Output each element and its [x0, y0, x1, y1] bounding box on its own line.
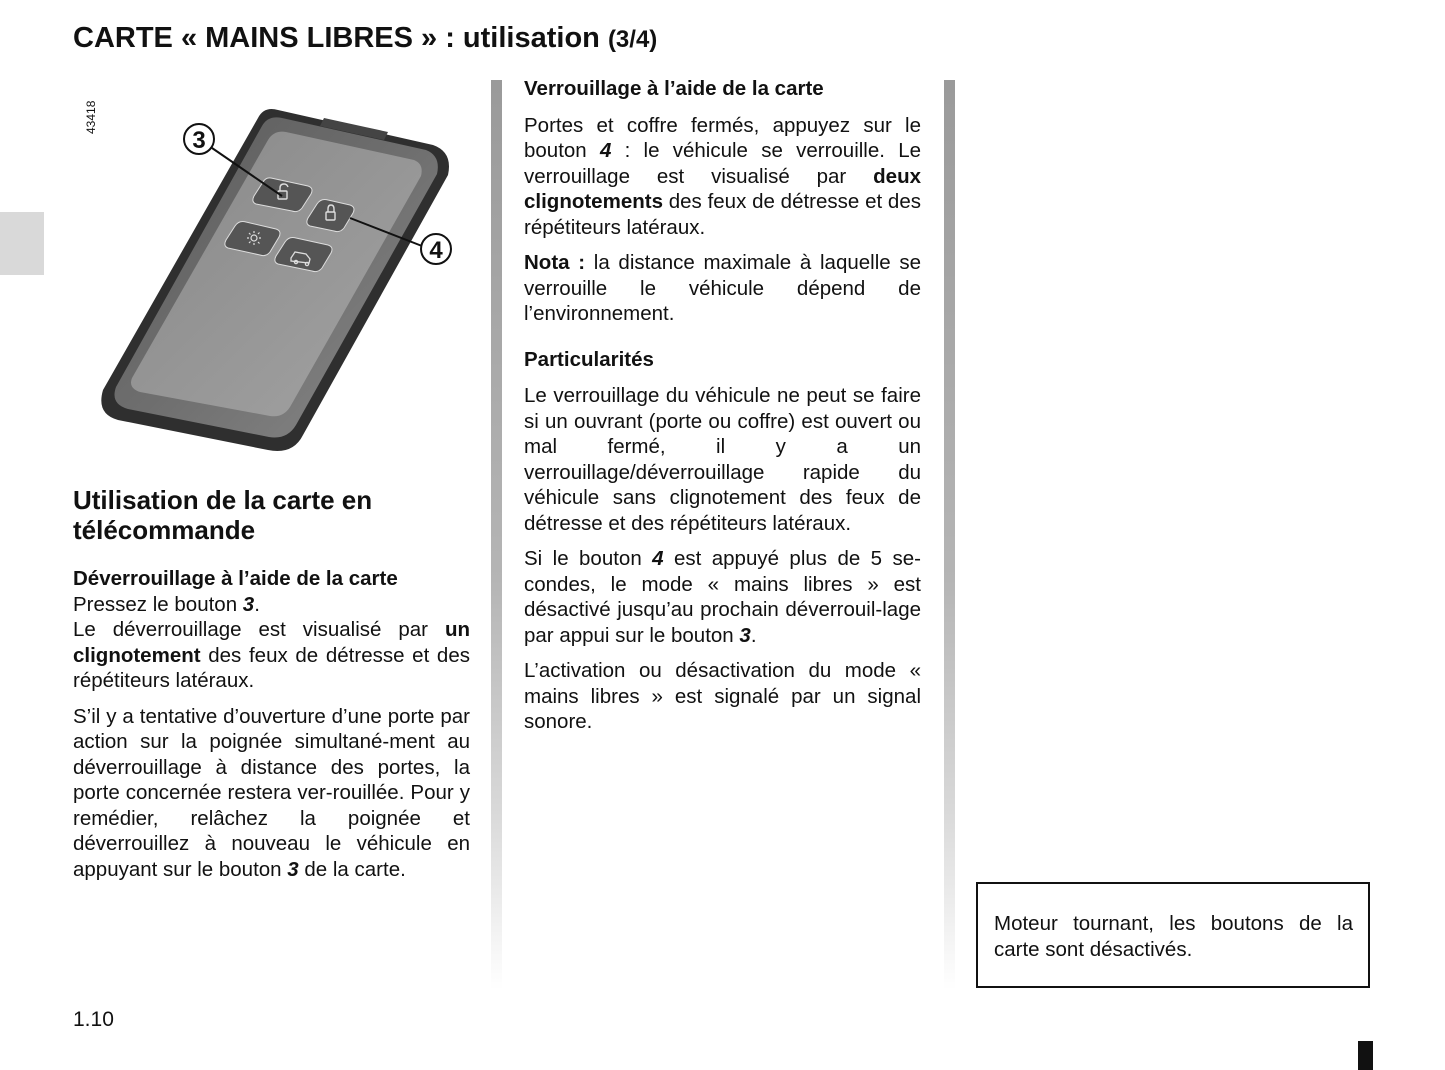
button-ref-3: 3: [739, 623, 751, 647]
text: Pressez le bouton: [73, 592, 243, 616]
middle-paragraph-1: [524, 113, 921, 241]
emphasis: deux clignotements: [524, 164, 921, 213]
left-paragraph-2: [73, 617, 470, 694]
hands-free-card-illustration: [88, 100, 468, 470]
middle-paragraph-3: [524, 546, 921, 648]
button-ref-4: 4: [599, 139, 612, 162]
column-divider-left: [491, 80, 502, 990]
card-body: [101, 109, 449, 451]
unlock-heading: Déverrouillage à l’aide de la carte: [73, 567, 398, 590]
nota-paragraph: [524, 250, 921, 327]
text: de la carte.: [298, 857, 406, 881]
emphasis: un clignotement: [73, 618, 470, 667]
text: Si le bouton: [524, 547, 653, 570]
callout-4-label: 4: [429, 237, 443, 264]
left-column-body: [73, 566, 470, 882]
left-paragraph-3: [73, 704, 470, 883]
note-box-text: Moteur tournant, les boutons de la carte sont désactivés.: [994, 912, 1353, 961]
callout-3: [184, 124, 214, 154]
text: Portes et coffre fermés, appuyez sur le bouton: [524, 113, 921, 162]
middle-paragraph-2: Le verrouillage du véhicule ne peut se faire si un ouvrant (porte ou coffre) est ouvert ou mal fermé, il y a un verrouillage/déverrouillage rapide du véhicule sans clignotement des feux de détresse et des répétiteurs latéraux.: [524, 384, 921, 535]
text: : le véhicule se verrouille. Le verrouillage est visualisé par: [524, 139, 921, 188]
button-ref-4: 4: [652, 547, 664, 570]
page-title-main: CARTE « MAINS LIBRES » : utilisation: [73, 22, 600, 54]
callout-4: [421, 234, 451, 264]
thumb-index-mark: [1358, 1041, 1373, 1070]
column-divider-right: [944, 80, 955, 990]
left-paragraph-1: [73, 592, 470, 618]
section-title: Utilisation de la carte en télécommande: [73, 485, 373, 545]
middle-paragraph-4: L’activation ou désactivation du mode « mains libres » est signalé par un signal sonore.: [524, 659, 921, 733]
middle-column-body: [524, 76, 921, 735]
callout-3-label: 3: [192, 127, 206, 154]
text: la distance maximale à laquelle se verrouille le véhicule dépend de l’environnement.: [524, 251, 921, 325]
text: des feux de détresse et des répétiteurs latéraux.: [73, 643, 470, 692]
chapter-tab-marker: [0, 212, 44, 275]
page-title-suffix: (3/4): [607, 26, 658, 53]
figure-code: 43418: [84, 100, 98, 134]
text: des feux de détresse et des répétiteurs latéraux.: [524, 190, 921, 239]
text: S’il y a tentative d’ouverture d’une porte par action sur la poignée simultané-ment au déverrouillage à distance des portes, la porte concernée restera ver-rouillée. Pour y remédier, relâchez la poignée et déverrouillez à nouveau le véhicule en appuyant sur le bouton: [73, 704, 470, 881]
text: .: [254, 592, 260, 616]
nota-label: Nota :: [524, 251, 586, 274]
page-title: [73, 22, 657, 55]
text: Le déverrouillage est visualisé par: [73, 618, 445, 641]
button-ref-3: 3: [287, 857, 299, 881]
text: est appuyé plus de 5 se-condes, le mode « mains libres » est désactivé jusqu’au prochain déverrouil-lage par appui sur le bouton: [524, 547, 921, 647]
particularites-heading: Particularités: [524, 347, 654, 371]
button-ref-3: 3: [242, 592, 255, 616]
page-number: 1.10: [73, 1008, 114, 1031]
lock-heading: Verrouillage à l’aide de la carte: [524, 77, 824, 100]
text: .: [750, 623, 757, 647]
note-box: [976, 882, 1370, 988]
